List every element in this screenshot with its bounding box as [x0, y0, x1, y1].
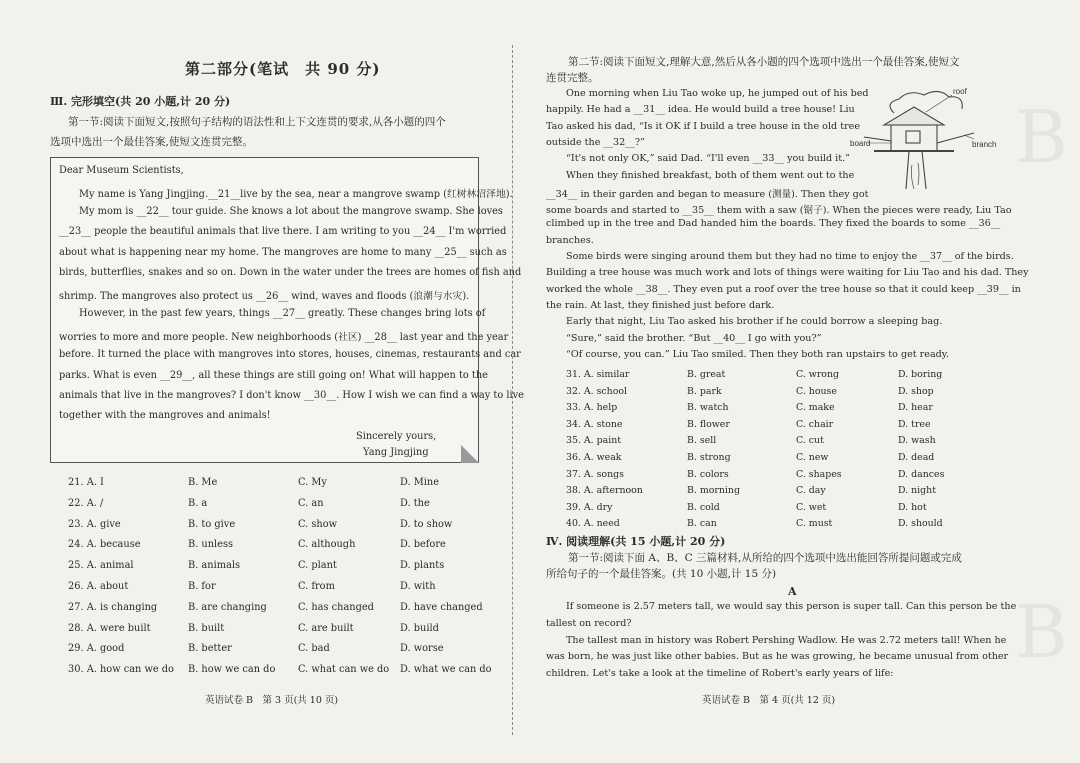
text-line: worked the whole __38__. They even put a roof over the tree house so that it could keep __39__ in	[546, 283, 1021, 295]
letter-line: My name is Yang Jingjing.__21__live by the sea, near a mangrove swamp (红树林沼泽地).	[79, 189, 513, 200]
option-c: C. has changed	[298, 601, 374, 613]
text-line: One morning when Liu Tao woke up, he jumped out of his bed	[566, 88, 869, 99]
text-line: children. Let's take a look at the timeline of Robert's early years of life:	[546, 668, 894, 680]
letter-signature: Yang Jingjing	[363, 447, 429, 458]
option-d: D. the	[400, 497, 430, 509]
text-line: “It's not only OK,” said Dad. “I'll even __33__ you build it.”	[566, 153, 851, 165]
text-line: happily. He had a __31__ idea. He would build a tree house! Liu	[546, 104, 855, 116]
tree-house-illustration	[850, 85, 1004, 190]
right-page	[540, 0, 1080, 763]
page-curl-decoration	[461, 445, 479, 463]
right-page-footer: 英语试卷 B 第 4 页(共 12 页)	[702, 695, 836, 706]
text-line: was born, he was just like other babies. But as he was growing, he became unusual from other	[546, 651, 1009, 663]
letter-line: My mom is __22__ tour guide. She knows a lot about the mangrove swamp. She loves	[79, 206, 503, 217]
option-d: D. shop	[898, 385, 934, 397]
option-b: B. strong	[687, 452, 731, 463]
option-c: C. house	[796, 385, 837, 397]
roof-label: roof	[953, 87, 967, 96]
option-c: C. an	[298, 497, 324, 509]
option-a: 36. A. weak	[566, 452, 622, 463]
option-d: D. dead	[898, 452, 935, 463]
option-d: D. plants	[400, 560, 445, 572]
option-c: C. chair	[796, 418, 834, 430]
option-b: B. animals	[188, 560, 241, 572]
part-a-heading: A	[788, 585, 797, 598]
option-d: D. wash	[898, 435, 936, 447]
option-a: 38. A. afternoon	[566, 485, 643, 497]
option-c: C. plant	[298, 560, 337, 572]
option-c: C. from	[298, 581, 335, 592]
option-a: 33. A. help	[566, 402, 618, 414]
watermark-b-top: B	[1015, 95, 1068, 179]
option-b: B. morning	[687, 485, 740, 497]
letter-closing: Sincerely yours,	[356, 431, 437, 442]
option-c: C. must	[796, 518, 833, 530]
option-d: D. to show	[400, 518, 453, 530]
section-4-intro-line-2: 所给句子的一个最佳答案。(共 10 小题,计 15 分)	[546, 568, 777, 580]
option-a: 22. A. /	[68, 497, 104, 509]
option-d: D. hear	[898, 402, 933, 414]
option-d: D. should	[898, 518, 943, 530]
option-a: 40. A. need	[566, 518, 620, 530]
option-d: D. hot	[898, 501, 927, 513]
option-b: B. how we can do	[188, 664, 276, 676]
text-line: outside the __32__?”	[546, 136, 645, 148]
letter-line: about what is happening near my home. The mangroves are home to many __25__ such as	[59, 247, 507, 258]
letter-line: Dear Museum Scientists,	[59, 165, 184, 176]
option-d: D. tree	[898, 418, 931, 430]
option-a: 30. A. how can we do	[68, 664, 174, 676]
section-4-heading: Ⅳ. 阅读理解(共 15 小题,计 20 分)	[546, 535, 726, 548]
option-a: 29. A. good	[68, 643, 125, 655]
option-d: D. what we can do	[400, 664, 492, 676]
option-a: 39. A. dry	[566, 501, 613, 513]
option-d: D. have changed	[400, 601, 483, 613]
letter-line: parks. What is even __29__, all these things are still going on! What will happen to the	[59, 370, 488, 381]
option-b: B. better	[188, 643, 232, 655]
text-line: Early that night, Liu Tao asked his brother if he could borrow a sleeping bag.	[566, 316, 943, 328]
option-c: C. new	[796, 452, 829, 463]
option-b: B. to give	[188, 518, 236, 530]
text-line: If someone is 2.57 meters tall, we would say this person is super tall. Can this person be the	[566, 601, 1017, 612]
option-a: 34. A. stone	[566, 418, 623, 430]
left-page	[0, 0, 524, 763]
page-divider	[512, 45, 513, 735]
letter-line: However, in the past few years, things __27__ greatly. These changes bring lots of	[79, 308, 486, 319]
option-b: B. watch	[687, 402, 729, 414]
option-c: C. cut	[796, 435, 824, 447]
text-line: Building a tree house was much work and lots of things were waiting for Liu Tao and his dad. They	[546, 267, 1029, 279]
text-line: When they finished breakfast, both of them went out to the	[566, 169, 855, 181]
option-d: D. worse	[400, 643, 444, 655]
board-label: board	[850, 139, 871, 148]
text-line: climbed up in the tree and Dad handed him the boards. They fixed the boards to some __36__	[546, 218, 1001, 230]
branch-label: branch	[972, 140, 997, 149]
option-a: 35. A. paint	[566, 435, 622, 447]
option-c: C. wet	[796, 501, 827, 513]
option-b: B. can	[687, 518, 717, 530]
option-b: B. cold	[687, 501, 720, 513]
text-line: tallest on record?	[546, 617, 632, 629]
section-2-intro-line-1: 第二节:阅读下面短文,理解大意,然后从各小题的四个选项中选出一个最佳答案,使短文	[568, 56, 960, 68]
option-b: B. are changing	[188, 601, 267, 613]
option-b: B. built	[188, 622, 225, 634]
letter-line: before. It turned the place with mangroves into stores, houses, cinemas, restaurants and car	[59, 349, 521, 360]
option-a: 25. A. animal	[68, 560, 134, 572]
section-3-intro-line-1: 第一节:阅读下面短文,按照句子结构的语法性和上下文连贯的要求,从各小题的四个	[68, 116, 446, 128]
letter-line: __23__ people the beautiful animals that live there. I am writing to you __24__ I'm worried	[59, 226, 507, 237]
option-b: B. a	[188, 497, 208, 509]
section-4-intro-line-1: 第一节:阅读下面 A、B、C 三篇材料,从所给的四个选项中选出能回答所提问题或完成	[568, 552, 962, 564]
letter-line: animals that live in the mangroves? I don't know __30__. How I wish we can find a way to live	[59, 390, 524, 401]
section-3-heading: Ⅲ. 完形填空(共 20 小题,计 20 分)	[50, 95, 231, 108]
option-b: B. park	[687, 385, 722, 397]
option-c: C. My	[298, 477, 327, 488]
option-b: B. for	[188, 581, 216, 592]
option-d: D. boring	[898, 369, 943, 380]
text-line: the rain. At last, they finished just before dark.	[546, 299, 775, 311]
option-a: 23. A. give	[68, 518, 121, 530]
option-a: 37. A. songs	[566, 468, 624, 480]
option-d: D. dances	[898, 468, 945, 480]
option-c: C. are built	[298, 622, 354, 634]
option-a: 31. A. similar	[566, 369, 630, 380]
option-b: B. unless	[188, 539, 234, 551]
option-d: D. night	[898, 485, 936, 497]
option-c: C. wrong	[796, 369, 839, 380]
option-a: 28. A. were built	[68, 622, 151, 634]
option-d: D. before	[400, 539, 446, 551]
text-line: Some birds were singing around them but they had no time to enjoy the __37__ of the birds.	[566, 251, 1014, 262]
text-line: branches.	[546, 234, 594, 246]
option-c: C. day	[796, 485, 826, 497]
text-line: “Of course, you can.” Liu Tao smiled. Then they both ran upstairs to get ready.	[566, 348, 949, 360]
option-a: 21. A. I	[68, 477, 104, 488]
option-b: B. great	[687, 369, 726, 380]
option-a: 32. A. school	[566, 385, 628, 397]
text-line: Tao asked his dad, “Is it OK if I build a tree house in the old tree	[546, 120, 861, 132]
letter-line: birds, butterflies, snakes and so on. Down in the water under the trees are homes of fish and	[59, 267, 522, 278]
option-c: C. shapes	[796, 468, 842, 480]
watermark-b-bottom: B	[1015, 590, 1068, 674]
section-3-intro-line-2: 选项中选出一个最佳答案,使短文连贯完整。	[50, 136, 253, 148]
option-a: 24. A. because	[68, 539, 141, 551]
option-d: D. with	[400, 581, 436, 592]
option-c: C. show	[298, 518, 337, 530]
section-2-intro-line-2: 连贯完整。	[546, 72, 599, 84]
option-a: 26. A. about	[68, 581, 129, 592]
text-line: __34__ in their garden and began to measure (测量). Then they got	[546, 188, 869, 200]
text-line: some boards and started to __35__ them with a saw (锯子). When the pieces were ready, Liu Tao	[546, 205, 1012, 217]
text-line: The tallest man in history was Robert Pershing Wadlow. He was 2.72 meters tall! When he	[566, 634, 1007, 646]
option-a: 27. A. is changing	[68, 601, 158, 613]
part-two-title: 第二部分(笔试 共 90 分)	[185, 60, 381, 78]
option-c: C. what can we do	[298, 664, 390, 676]
letter-line: worries to more and more people. New neighborhoods (社区) __28__ last year and the year	[59, 332, 509, 343]
option-d: D. build	[400, 622, 439, 634]
option-c: C. make	[796, 402, 835, 414]
letter-box	[50, 157, 524, 463]
option-b: B. flower	[687, 418, 730, 430]
option-c: C. bad	[298, 643, 330, 655]
left-page-footer: 英语试卷 B 第 3 页(共 10 页)	[205, 695, 339, 706]
letter-line: together with the mangroves and animals!	[59, 410, 271, 421]
letter-line: shrimp. The mangroves also protect us __26__ wind, waves and floods (浪潮与水灾).	[59, 291, 470, 302]
option-d: D. Mine	[400, 477, 440, 488]
option-c: C. although	[298, 539, 356, 551]
option-b: B. sell	[687, 435, 717, 447]
option-b: B. Me	[188, 477, 218, 488]
option-b: B. colors	[687, 468, 729, 480]
text-line: “Sure,” said the brother. “But __40__ I go with you?”	[566, 332, 822, 344]
